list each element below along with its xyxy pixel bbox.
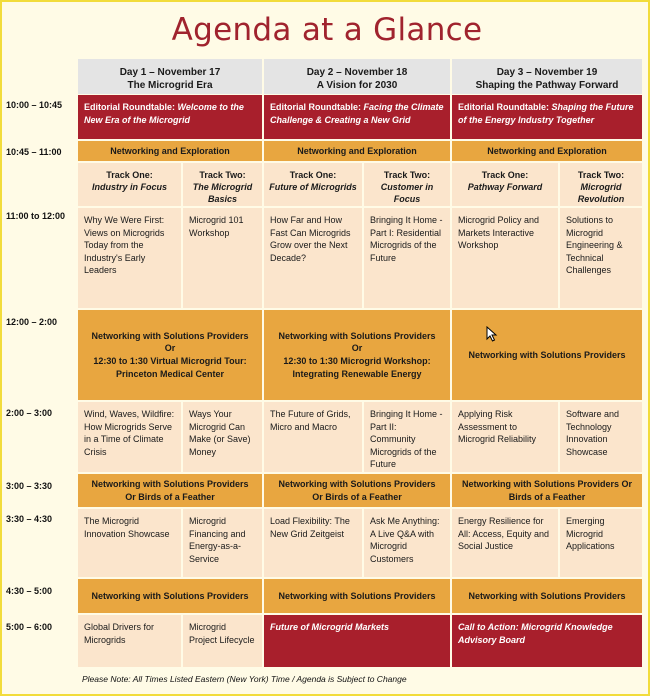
track-name: Future of Microgrids (269, 182, 357, 192)
networking-birds-day3: Networking with Solutions Providers Or Birds of a Feather (452, 474, 642, 507)
time-label: 4:30 – 5:00 (6, 586, 53, 596)
networking-sp-day1: Networking with Solutions Providers (78, 579, 262, 613)
networking-sp-day2: Networking with Solutions Providers (264, 579, 450, 613)
track-name: The Microgrid Basics (192, 182, 253, 204)
networking-exploration-day3: Networking and Exploration (452, 141, 642, 161)
day-header-theme: The Microgrid Era (127, 80, 213, 91)
session-future-markets: Future of Microgrid Markets (264, 615, 450, 667)
lunch-line: Or (351, 343, 363, 354)
day-header-date: Day 1 – November 17 (119, 67, 221, 78)
session-cell: Microgrid Project Lifecycle (183, 615, 262, 667)
lunch-line: Princeton Medical Center (115, 368, 225, 379)
roundtable-title: Facing the Climate Challenge & Creating a New Grid (270, 102, 444, 125)
day-header-theme: A Vision for 2030 (316, 80, 398, 91)
lunch-line: Integrating Renewable Energy (292, 368, 422, 379)
lunch-day2 (264, 310, 450, 400)
roundtable-day1 (78, 95, 262, 139)
session-cell: Microgrid 101 Workshop (183, 208, 262, 308)
lunch-line: 12:30 to 1:30 Microgrid Workshop: (283, 356, 431, 366)
time-label: 3:00 – 3:30 (6, 481, 53, 491)
session-cell: The Future of Grids, Micro and Macro (264, 402, 362, 472)
mouse-cursor-icon (486, 326, 498, 342)
track-name: Pathway Forward (467, 182, 543, 192)
track-label: Track Two: (577, 170, 625, 180)
session-cell: Wind, Waves, Wildfire: How Microgrids Serve in a Time of Climate Crisis (78, 402, 181, 472)
roundtable-day2 (264, 95, 450, 139)
session-cell: Software and Technology Innovation Showcase (560, 402, 642, 472)
track-name: Industry in Focus (91, 182, 167, 192)
day-header-1 (78, 59, 262, 94)
session-cell: The Microgrid Innovation Showcase (78, 509, 181, 577)
lunch-line: Or (164, 343, 176, 354)
track-label: Track Two: (383, 170, 431, 180)
footer-note: Please Note: All Times Listed Eastern (New York) Time / Agenda is Subject to Change (82, 674, 407, 684)
track-one-day3 (452, 163, 558, 206)
roundtable-prefix: Editorial Roundtable: (458, 102, 549, 112)
lunch-line: 12:30 to 1:30 Virtual Microgrid Tour: (93, 356, 247, 366)
roundtable-title: Welcome to the New Era of the Microgrid (84, 102, 244, 125)
lunch-day3 (452, 310, 642, 400)
time-label: 12:00 – 2:00 (6, 317, 58, 327)
session-cell: Bringing It Home - Part II: Community Microgrids of the Future (364, 402, 450, 472)
track-name: Microgrid Revolution (577, 182, 625, 204)
day-header-2 (264, 59, 450, 94)
session-cell: Load Flexibility: The New Grid Zeitgeist (264, 509, 362, 577)
session-cell: Why We Were First: Views on Microgrids Today from the Industry's Early Leaders (78, 208, 181, 308)
session-cell: How Far and How Fast Can Microgrids Grow over the Next Decade? (264, 208, 362, 308)
time-label: 2:00 – 3:00 (6, 408, 53, 418)
page-title: Agenda at a Glance (171, 12, 483, 48)
track-one-day2 (264, 163, 362, 206)
track-one-day1 (78, 163, 181, 206)
day-header-3 (452, 59, 642, 94)
day-header-date: Day 2 – November 18 (306, 67, 408, 78)
day-header-date: Day 3 – November 19 (496, 67, 598, 78)
session-cell: Emerging Microgrid Applications (560, 509, 642, 577)
track-two-day3 (560, 163, 642, 206)
session-call-to-action: Call to Action: Microgrid Knowledge Advisory Board (452, 615, 642, 667)
session-cell: Global Drivers for Microgrids (78, 615, 181, 667)
session-cell: Ways Your Microgrid Can Make (or Save) Money (183, 402, 262, 472)
day-header-theme: Shaping the Pathway Forward (475, 80, 619, 91)
roundtable-day3 (452, 95, 642, 139)
networking-sp-day3: Networking with Solutions Providers (452, 579, 642, 613)
session-cell: Ask Me Anything: A Live Q&A with Microgrid Customers (364, 509, 450, 577)
track-two-day2 (364, 163, 450, 206)
lunch-line: Networking with Solutions Providers (91, 330, 249, 341)
networking-exploration-day1: Networking and Exploration (78, 141, 262, 161)
networking-birds-day2: Networking with Solutions Providers Or Birds of a Feather (264, 474, 450, 507)
track-label: Track Two: (199, 170, 246, 180)
lunch-line: Networking with Solutions Providers (468, 349, 626, 360)
lunch-day1 (78, 310, 262, 400)
roundtable-prefix: Editorial Roundtable: (270, 102, 361, 112)
session-cell: Solutions to Microgrid Engineering & Technical Challenges (560, 208, 642, 308)
track-name: Customer in Focus (380, 182, 434, 204)
session-cell: Bringing It Home - Part I: Residential Microgrids of the Future (364, 208, 450, 308)
time-label: 11:00 to 12:00 (6, 211, 66, 221)
session-cell: Microgrid Financing and Energy-as-a-Service (183, 509, 262, 577)
track-two-day1 (183, 163, 262, 206)
time-label: 5:00 – 6:00 (6, 622, 53, 632)
networking-exploration-day2: Networking and Exploration (264, 141, 450, 161)
track-label: Track One: (289, 170, 337, 180)
lunch-line: Networking with Solutions Providers (278, 330, 436, 341)
time-label: 10:45 – 11:00 (6, 147, 62, 157)
session-cell: Microgrid Policy and Markets Interactive Workshop (452, 208, 558, 308)
track-label: Track One: (481, 170, 529, 180)
session-cell: Applying Risk Assessment to Microgrid Reliability (452, 402, 558, 472)
track-label: Track One: (106, 170, 153, 180)
time-label: 10:00 – 10:45 (6, 100, 63, 110)
roundtable-prefix: Editorial Roundtable: (84, 102, 175, 112)
networking-birds-day1: Networking with Solutions Providers Or Birds of a Feather (78, 474, 262, 507)
time-label: 3:30 – 4:30 (6, 514, 53, 524)
session-cell: Energy Resilience for All: Access, Equity and Social Justice (452, 509, 558, 577)
roundtable-title: Shaping the Future of the Energy Industry Together (458, 102, 634, 125)
